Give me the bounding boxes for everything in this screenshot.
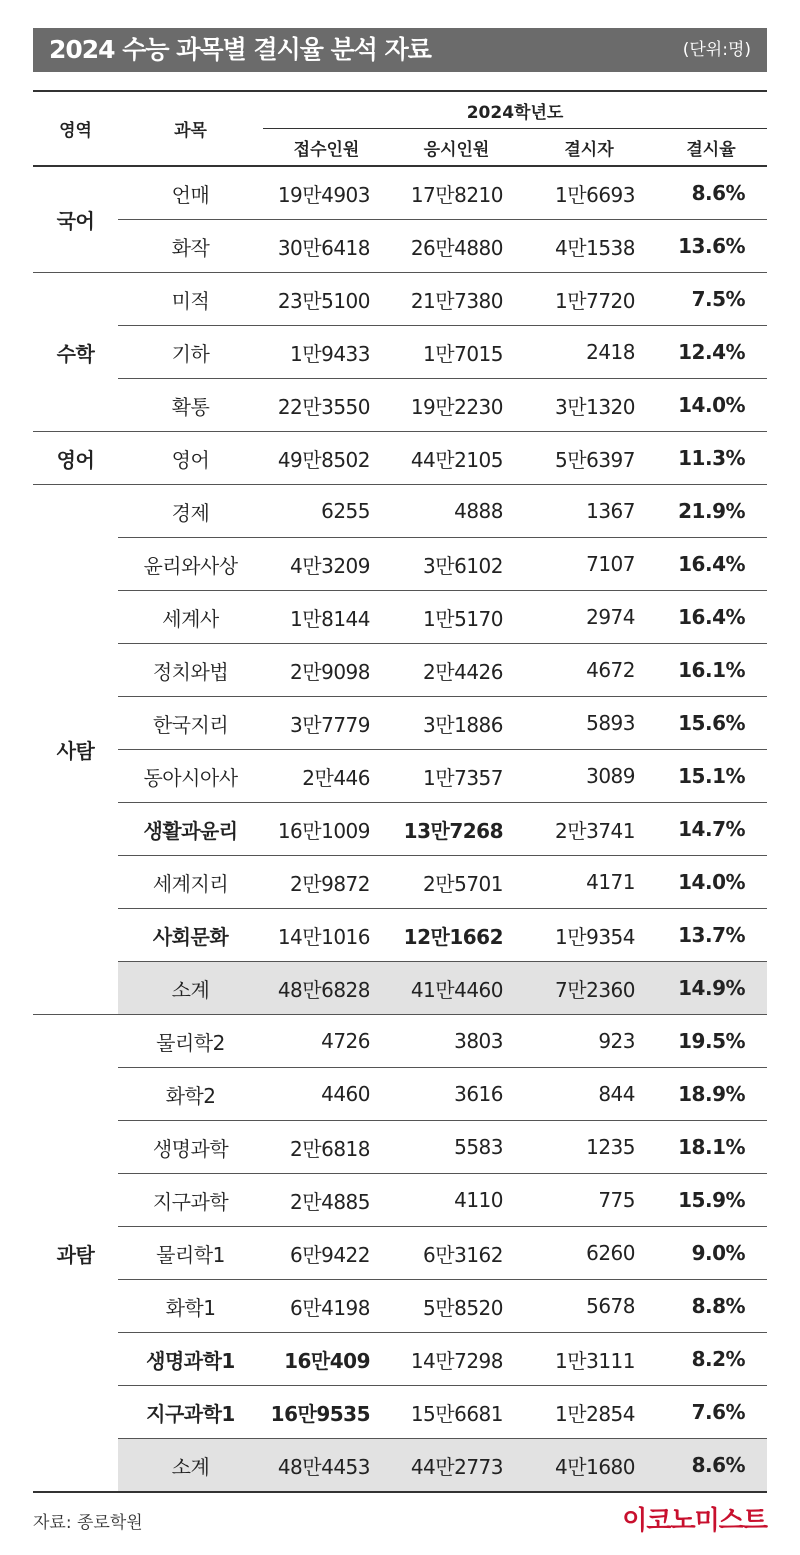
registered-cell: 14만1016 xyxy=(263,909,390,962)
registered-cell: 2만446 xyxy=(263,750,390,803)
table-row xyxy=(33,1068,767,1121)
absent-cell: 1만9354 xyxy=(523,909,655,962)
tested-cell: 26만4880 xyxy=(390,220,523,273)
absence-rate-table xyxy=(33,90,767,1493)
rate-cell: 14.9% xyxy=(655,962,767,1015)
subtotal-row xyxy=(33,1439,767,1493)
table-row xyxy=(33,326,767,379)
rate-cell: 15.9% xyxy=(655,1174,767,1227)
rate-cell: 8.8% xyxy=(655,1280,767,1333)
subject-cell: 생활과윤리 xyxy=(118,803,263,856)
header-tested: 응시인원 xyxy=(390,129,523,167)
rate-cell: 14.0% xyxy=(655,379,767,432)
table-row xyxy=(33,1174,767,1227)
rate-cell: 15.6% xyxy=(655,697,767,750)
absent-cell: 775 xyxy=(523,1174,655,1227)
registered-cell: 4460 xyxy=(263,1068,390,1121)
subject-cell: 윤리와사상 xyxy=(118,538,263,591)
absent-cell: 4만1680 xyxy=(523,1439,655,1493)
area-cell: 영어 xyxy=(33,432,118,485)
registered-cell: 48만6828 xyxy=(263,962,390,1015)
rate-cell: 16.4% xyxy=(655,591,767,644)
rate-cell: 11.3% xyxy=(655,432,767,485)
rate-cell: 18.1% xyxy=(655,1121,767,1174)
rate-cell: 13.6% xyxy=(655,220,767,273)
table-row xyxy=(33,485,767,538)
tested-cell: 5만8520 xyxy=(390,1280,523,1333)
subject-cell: 한국지리 xyxy=(118,697,263,750)
subject-cell: 동아시아사 xyxy=(118,750,263,803)
absent-cell: 4672 xyxy=(523,644,655,697)
registered-cell: 6만9422 xyxy=(263,1227,390,1280)
table-row xyxy=(33,1121,767,1174)
tested-cell: 3803 xyxy=(390,1015,523,1068)
registered-cell: 30만6418 xyxy=(263,220,390,273)
absent-cell: 4만1538 xyxy=(523,220,655,273)
tested-cell: 5583 xyxy=(390,1121,523,1174)
subject-cell: 언매 xyxy=(118,166,263,220)
subject-cell: 물리학2 xyxy=(118,1015,263,1068)
header-rate: 결시율 xyxy=(655,129,767,167)
title-bar xyxy=(33,28,767,72)
rate-cell: 16.1% xyxy=(655,644,767,697)
tested-cell: 15만6681 xyxy=(390,1386,523,1439)
subject-cell: 세계지리 xyxy=(118,856,263,909)
tested-cell: 44만2773 xyxy=(390,1439,523,1493)
table-row xyxy=(33,591,767,644)
subject-cell: 영어 xyxy=(118,432,263,485)
registered-cell: 4726 xyxy=(263,1015,390,1068)
subject-cell: 미적 xyxy=(118,273,263,326)
tested-cell: 3만6102 xyxy=(390,538,523,591)
registered-cell: 16만409 xyxy=(263,1333,390,1386)
absent-cell: 3만1320 xyxy=(523,379,655,432)
registered-cell: 2만6818 xyxy=(263,1121,390,1174)
subject-cell: 정치와법 xyxy=(118,644,263,697)
absent-cell: 1235 xyxy=(523,1121,655,1174)
tested-cell: 2만4426 xyxy=(390,644,523,697)
absent-cell: 844 xyxy=(523,1068,655,1121)
table-row xyxy=(33,1227,767,1280)
table-row xyxy=(33,803,767,856)
subject-cell: 지구과학1 xyxy=(118,1386,263,1439)
tested-cell: 44만2105 xyxy=(390,432,523,485)
tested-cell: 12만1662 xyxy=(390,909,523,962)
subject-cell: 물리학1 xyxy=(118,1227,263,1280)
registered-cell: 2만9098 xyxy=(263,644,390,697)
absent-cell: 1만2854 xyxy=(523,1386,655,1439)
tested-cell: 19만2230 xyxy=(390,379,523,432)
tested-cell: 41만4460 xyxy=(390,962,523,1015)
subtotal-row xyxy=(33,962,767,1015)
table-row xyxy=(33,538,767,591)
subject-cell: 확통 xyxy=(118,379,263,432)
absent-cell: 5893 xyxy=(523,697,655,750)
registered-cell: 16만1009 xyxy=(263,803,390,856)
table-row xyxy=(33,1386,767,1439)
subject-cell: 화학1 xyxy=(118,1280,263,1333)
subject-cell: 생명과학 xyxy=(118,1121,263,1174)
absent-cell: 5678 xyxy=(523,1280,655,1333)
absent-cell: 2만3741 xyxy=(523,803,655,856)
rate-cell: 19.5% xyxy=(655,1015,767,1068)
absent-cell: 1만7720 xyxy=(523,273,655,326)
registered-cell: 2만4885 xyxy=(263,1174,390,1227)
registered-cell: 19만4903 xyxy=(263,166,390,220)
tested-cell: 3만1886 xyxy=(390,697,523,750)
table-row xyxy=(33,1333,767,1386)
absent-cell: 3089 xyxy=(523,750,655,803)
rate-cell: 7.6% xyxy=(655,1386,767,1439)
table-row xyxy=(33,697,767,750)
area-cell: 수학 xyxy=(33,273,118,432)
header-area: 영역 xyxy=(33,91,118,166)
registered-cell: 16만9535 xyxy=(263,1386,390,1439)
subject-cell: 세계사 xyxy=(118,591,263,644)
registered-cell: 48만4453 xyxy=(263,1439,390,1493)
rate-cell: 9.0% xyxy=(655,1227,767,1280)
table-row xyxy=(33,909,767,962)
source-note: 자료: 종로학원 xyxy=(33,1513,143,1533)
absent-cell: 7만2360 xyxy=(523,962,655,1015)
tested-cell: 4888 xyxy=(390,485,523,538)
registered-cell: 6만4198 xyxy=(263,1280,390,1333)
registered-cell: 6255 xyxy=(263,485,390,538)
table-row xyxy=(33,220,767,273)
rate-cell: 21.9% xyxy=(655,485,767,538)
absent-cell: 1만6693 xyxy=(523,166,655,220)
registered-cell: 3만7779 xyxy=(263,697,390,750)
subject-cell: 기하 xyxy=(118,326,263,379)
rate-cell: 12.4% xyxy=(655,326,767,379)
header-subject: 과목 xyxy=(118,91,263,166)
tested-cell: 21만7380 xyxy=(390,273,523,326)
subject-cell: 사회문화 xyxy=(118,909,263,962)
tested-cell: 3616 xyxy=(390,1068,523,1121)
subject-cell: 화작 xyxy=(118,220,263,273)
rate-cell: 14.0% xyxy=(655,856,767,909)
subject-cell: 소계 xyxy=(118,1439,263,1493)
absent-cell: 6260 xyxy=(523,1227,655,1280)
rate-cell: 18.9% xyxy=(655,1068,767,1121)
table-row xyxy=(33,856,767,909)
area-cell: 국어 xyxy=(33,166,118,273)
publisher-logo: 이코노미스트 xyxy=(622,1506,767,1536)
tested-cell: 17만8210 xyxy=(390,166,523,220)
subject-cell: 경제 xyxy=(118,485,263,538)
tested-cell: 1만7357 xyxy=(390,750,523,803)
absent-cell: 4171 xyxy=(523,856,655,909)
rate-cell: 8.2% xyxy=(655,1333,767,1386)
absent-cell: 5만6397 xyxy=(523,432,655,485)
tested-cell: 2만5701 xyxy=(390,856,523,909)
absent-cell: 923 xyxy=(523,1015,655,1068)
rate-cell: 8.6% xyxy=(655,1439,767,1493)
subject-cell: 생명과학1 xyxy=(118,1333,263,1386)
tested-cell: 13만7268 xyxy=(390,803,523,856)
header-absent: 결시자 xyxy=(523,129,655,167)
absent-cell: 1367 xyxy=(523,485,655,538)
table-row xyxy=(33,273,767,326)
table-row xyxy=(33,379,767,432)
registered-cell: 22만3550 xyxy=(263,379,390,432)
rate-cell: 8.6% xyxy=(655,166,767,220)
rate-cell: 16.4% xyxy=(655,538,767,591)
table-row xyxy=(33,750,767,803)
absent-cell: 2418 xyxy=(523,326,655,379)
table-row xyxy=(33,166,767,220)
registered-cell: 49만8502 xyxy=(263,432,390,485)
rate-cell: 15.1% xyxy=(655,750,767,803)
table-row xyxy=(33,1280,767,1333)
area-cell: 사탐 xyxy=(33,485,118,1015)
subject-cell: 지구과학 xyxy=(118,1174,263,1227)
table-row xyxy=(33,1015,767,1068)
header-year: 2024학년도 xyxy=(263,91,767,129)
tested-cell: 6만3162 xyxy=(390,1227,523,1280)
absent-cell: 7107 xyxy=(523,538,655,591)
tested-cell: 4110 xyxy=(390,1174,523,1227)
rate-cell: 14.7% xyxy=(655,803,767,856)
registered-cell: 4만3209 xyxy=(263,538,390,591)
registered-cell: 1만8144 xyxy=(263,591,390,644)
registered-cell: 23만5100 xyxy=(263,273,390,326)
area-cell: 과탐 xyxy=(33,1015,118,1493)
table-row xyxy=(33,644,767,697)
table-row xyxy=(33,432,767,485)
absent-cell: 1만3111 xyxy=(523,1333,655,1386)
registered-cell: 2만9872 xyxy=(263,856,390,909)
rate-cell: 7.5% xyxy=(655,273,767,326)
header-registered: 접수인원 xyxy=(263,129,390,167)
page-title: 2024 수능 과목별 결시율 분석 자료 xyxy=(49,35,431,64)
tested-cell: 14만7298 xyxy=(390,1333,523,1386)
registered-cell: 1만9433 xyxy=(263,326,390,379)
subject-cell: 소계 xyxy=(118,962,263,1015)
tested-cell: 1만5170 xyxy=(390,591,523,644)
rate-cell: 13.7% xyxy=(655,909,767,962)
absent-cell: 2974 xyxy=(523,591,655,644)
tested-cell: 1만7015 xyxy=(390,326,523,379)
unit-label: (단위:명) xyxy=(682,40,751,60)
subject-cell: 화학2 xyxy=(118,1068,263,1121)
